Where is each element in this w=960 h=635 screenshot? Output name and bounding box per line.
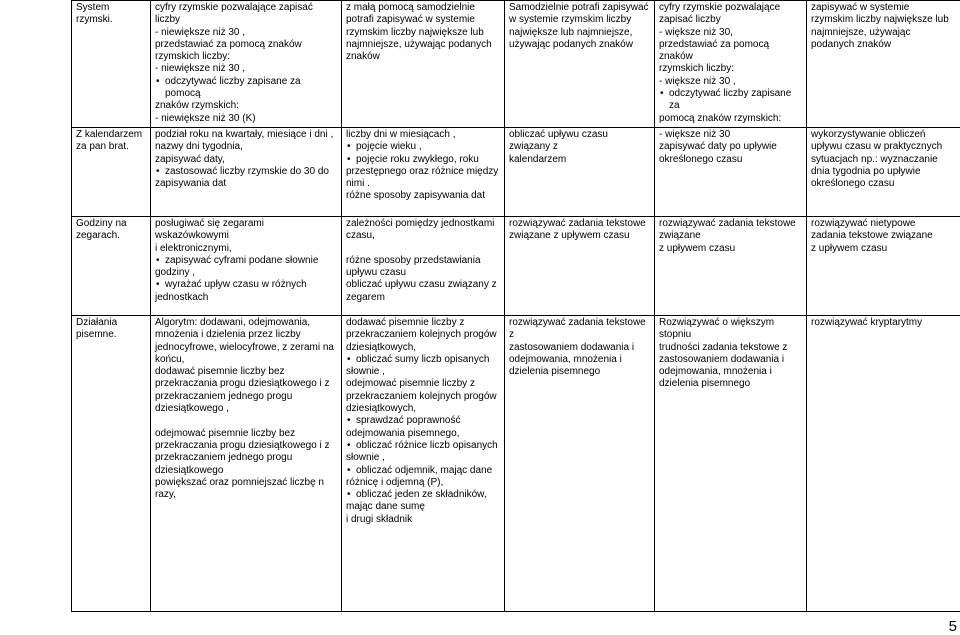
cell-line: i elektronicznymi, bbox=[155, 242, 232, 254]
cell-line: razy, bbox=[155, 489, 176, 501]
requirements-cell bbox=[151, 1, 342, 128]
cell-line: upływu czasu bbox=[346, 267, 407, 279]
cell-line: jednostkach bbox=[155, 291, 209, 303]
cell-line: zapisywać daty, bbox=[155, 153, 225, 165]
cell-line: dziesiątkowych, bbox=[346, 403, 417, 415]
cell-line: przekraczaniem kolejnych progów bbox=[346, 390, 497, 402]
cell-line: cyfry rzymskie pozwalające bbox=[659, 2, 781, 13]
cell-line: przekraczaniem kolejnych progów bbox=[346, 329, 497, 341]
requirements-cell bbox=[151, 315, 342, 611]
requirements-cell bbox=[505, 1, 655, 128]
table-row bbox=[72, 1, 960, 128]
cell-line: z małą pomocą samodzielnie bbox=[346, 2, 475, 13]
requirements-cell bbox=[151, 216, 342, 315]
cell-line: nazwy dni tygodnia, bbox=[155, 141, 243, 153]
requirements-cell bbox=[655, 216, 807, 315]
cell-line: różne sposoby przedstawiania bbox=[346, 254, 481, 266]
requirements-cell bbox=[151, 127, 342, 216]
cell-line: godziny , bbox=[155, 267, 196, 279]
requirements-cell bbox=[655, 315, 807, 611]
requirements-cell bbox=[342, 315, 505, 611]
cell-line: przedstawiać za pomocą znaków bbox=[659, 38, 770, 63]
cell-line: różne sposoby zapisywania dat bbox=[346, 190, 485, 202]
cell-line: Algorytm: dodawani, odejmowania, bbox=[155, 316, 311, 328]
cell-line: - większe niż 30 , bbox=[659, 75, 736, 87]
table-row bbox=[72, 127, 960, 216]
cell-line: kalendarzem bbox=[509, 153, 567, 165]
cell-line: odejmowania, mnożenia i bbox=[659, 366, 772, 378]
cell-line: upływu czasu w praktycznych bbox=[811, 141, 943, 153]
cell-line: trudności zadania tekstowe z bbox=[659, 341, 788, 353]
cell-line: rzymskim liczby największe lub bbox=[346, 26, 484, 38]
page-number: 5 bbox=[948, 617, 957, 635]
bullet-item: • obliczać różnice liczb opisanych bbox=[346, 440, 500, 452]
requirements-cell bbox=[342, 127, 505, 216]
cell-line bbox=[346, 243, 500, 255]
topic-label: System rzymski. bbox=[76, 2, 113, 26]
bullet-item: • odczytywać liczby zapisane za pomocą bbox=[155, 76, 337, 101]
cell-line: przekraczania progu dziesiątkowego i z bbox=[155, 378, 330, 390]
requirements-cell bbox=[342, 1, 505, 128]
cell-line: podział roku na kwartały, miesiące i dni , bbox=[155, 128, 334, 140]
bullet-item: • obliczać odjemnik, mając dane bbox=[346, 465, 500, 477]
cell-line: rozwiązywać zadania tekstowe z bbox=[509, 316, 646, 341]
cell-line: rozwiązywać nietypowe bbox=[811, 217, 916, 229]
cell-line: zależności pomiędzy jednostkami bbox=[346, 217, 495, 229]
cell-line: określonego czasu bbox=[811, 178, 895, 190]
cell-line: Rozwiązywać o większym stopniu bbox=[659, 316, 775, 341]
cell-line: zapisać liczby bbox=[659, 14, 721, 26]
cell-line: rzymskim liczby największe lub bbox=[811, 14, 949, 26]
cell-line: podanych znaków bbox=[811, 38, 892, 50]
curriculum-table bbox=[71, 0, 960, 612]
cell-line: dzielenia pisemnego bbox=[659, 378, 751, 390]
requirements-cell bbox=[505, 315, 655, 611]
cell-line: zadania tekstowe związane bbox=[811, 230, 933, 242]
bullet-item: • sprawdzać poprawność bbox=[346, 415, 500, 427]
cell-line: - niewiększe niż 30 , bbox=[155, 63, 246, 75]
requirements-cell bbox=[807, 1, 960, 128]
cell-line: różnicę i odjemną (P), bbox=[346, 476, 444, 488]
cell-line: znaków bbox=[346, 51, 380, 63]
requirements-cell bbox=[807, 216, 960, 315]
requirements-cell bbox=[655, 127, 807, 216]
cell-line: zastosowaniem dodawania i bbox=[509, 341, 635, 353]
cell-line: wykorzystywanie obliczeń bbox=[811, 128, 926, 140]
cell-line: mnożenia i dzielenia przez liczby bbox=[155, 329, 301, 341]
cell-line: słownie , bbox=[346, 366, 385, 378]
cell-line: zapisywać w systemie bbox=[811, 2, 910, 13]
cell-line: zastosowaniem dodawania i bbox=[659, 353, 785, 365]
cell-line: - większe niż 30 bbox=[659, 128, 731, 140]
cell-line: rzymskich liczby: bbox=[659, 63, 735, 75]
requirements-cell bbox=[342, 216, 505, 315]
bullet-item: • obliczać jeden ze składników, bbox=[346, 489, 500, 501]
requirements-cell bbox=[807, 315, 960, 611]
cell-line: w systemie rzymskim liczby bbox=[509, 14, 632, 26]
cell-line: z upływem czasu bbox=[659, 242, 736, 254]
cell-line: największe lub najmniejsze, bbox=[509, 26, 633, 38]
requirements-cell bbox=[807, 127, 960, 216]
cell-line: najmniejsze, używając podanych bbox=[346, 38, 492, 50]
bullet-item: • obliczać sumy liczb opisanych bbox=[346, 354, 500, 366]
cell-line: - niewiększe niż 30 , bbox=[155, 26, 246, 38]
cell-line: dodawać pisemnie liczby z bbox=[346, 316, 465, 328]
cell-line: dzielenia pisemnego bbox=[509, 366, 601, 378]
cell-line: odejmować pisemnie liczby bez bbox=[155, 427, 296, 439]
cell-line: rzymskich liczby: bbox=[155, 51, 231, 63]
cell-line: związane z upływem czasu bbox=[509, 230, 630, 242]
cell-line: czasu, bbox=[346, 230, 375, 242]
cell-line: powiększać oraz pomniejszać liczbę n bbox=[155, 476, 324, 488]
cell-line: dziesiątkowego bbox=[155, 464, 224, 476]
cell-line: zapisywania dat bbox=[155, 178, 227, 190]
cell-line: nimi . bbox=[346, 178, 370, 190]
cell-line: odejmowania, mnożenia i bbox=[509, 353, 622, 365]
cell-line: rozwiązywać zadania tekstowe bbox=[509, 217, 646, 229]
cell-line: związane bbox=[659, 230, 701, 242]
topic-label: Z kalendarzem za pan brat. bbox=[76, 128, 143, 153]
cell-line: rozwiązywać kryptarytmy bbox=[811, 316, 923, 328]
cell-line: dziesiątkowych, bbox=[346, 341, 417, 353]
topic-cell bbox=[72, 216, 151, 315]
bullet-item: • zapisywać cyframi podane słownie bbox=[155, 255, 337, 267]
cell-line: z upływem czasu bbox=[811, 242, 888, 254]
cell-line: przekraczania progu dziesiątkowego i z bbox=[155, 439, 330, 451]
topic-cell bbox=[72, 1, 151, 128]
cell-line: przestępnego oraz różnice między bbox=[346, 165, 499, 177]
requirements-cell bbox=[505, 127, 655, 216]
bullet-item: • pojęcie wieku , bbox=[346, 141, 500, 153]
cell-line: potrafi zapisywać w systemie bbox=[346, 14, 475, 26]
cell-line: pomocą znaków rzymskich: bbox=[659, 112, 782, 124]
cell-line: Samodzielnie potrafi zapisywać bbox=[509, 2, 649, 13]
topic-cell bbox=[72, 127, 151, 216]
cell-line: dziesiątkowego , bbox=[155, 403, 229, 415]
bullet-item: • odczytywać liczby zapisane za bbox=[659, 88, 802, 113]
cell-line: liczby dni w miesiącach , bbox=[346, 128, 456, 140]
cell-line: przekraczaniem jednego progu bbox=[155, 452, 293, 464]
cell-line: cyfry rzymskie pozwalające zapisać liczby bbox=[155, 2, 313, 26]
cell-line: końcu, bbox=[155, 353, 185, 365]
cell-line: posługiwać się zegarami wskazówkowymi bbox=[155, 217, 264, 242]
cell-line: i drugi składnik bbox=[346, 513, 413, 525]
topic-label: Działania pisemne. bbox=[76, 316, 118, 341]
cell-line: określonego czasu bbox=[659, 153, 743, 165]
cell-line: odejmować pisemnie liczby z bbox=[346, 378, 475, 390]
cell-line: dodawać pisemnie liczby bez bbox=[155, 366, 285, 378]
cell-line bbox=[155, 415, 337, 427]
requirements-cell bbox=[655, 1, 807, 128]
bullet-item: • wyrażać upływ czasu w różnych bbox=[155, 279, 337, 291]
cell-line: jednocyfrowe, wielocyfrowe, z zerami na bbox=[155, 341, 334, 353]
topic-label: Godziny na zegarach. bbox=[76, 217, 127, 242]
cell-line: przekraczaniem jednego progu bbox=[155, 390, 293, 402]
cell-line: słownie , bbox=[346, 452, 385, 464]
cell-line: zapisywać daty po upływie bbox=[659, 141, 777, 153]
cell-line: obliczać upływu czasu związany z bbox=[509, 128, 608, 153]
table-row bbox=[72, 216, 960, 315]
table-row bbox=[72, 315, 960, 611]
cell-line: przedstawiać za pomocą znaków bbox=[155, 38, 302, 50]
cell-line: - niewiększe niż 30 (K) bbox=[155, 112, 256, 124]
cell-line: dnia tygodnia po upływie bbox=[811, 165, 921, 177]
cell-line: najmniejsze, używając bbox=[811, 26, 911, 38]
requirements-cell bbox=[505, 216, 655, 315]
cell-line: rozwiązywać zadania tekstowe bbox=[659, 217, 796, 229]
cell-line: używając podanych znaków bbox=[509, 38, 633, 50]
cell-line: znaków rzymskich: bbox=[155, 100, 239, 112]
bullet-item: • zastosować liczby rzymskie do 30 do bbox=[155, 166, 337, 178]
cell-line: odejmowania pisemnego, bbox=[346, 427, 460, 439]
cell-line: - większe niż 30, bbox=[659, 26, 733, 38]
cell-line: sytuacjach np.: wyznaczanie bbox=[811, 153, 938, 165]
cell-line: obliczać upływu czasu związany z bbox=[346, 279, 497, 291]
cell-line: zegarem bbox=[346, 291, 385, 303]
cell-line: mając dane sumę bbox=[346, 501, 425, 513]
topic-cell bbox=[72, 315, 151, 611]
bullet-item: • pojęcie roku zwykłego, roku bbox=[346, 154, 500, 166]
